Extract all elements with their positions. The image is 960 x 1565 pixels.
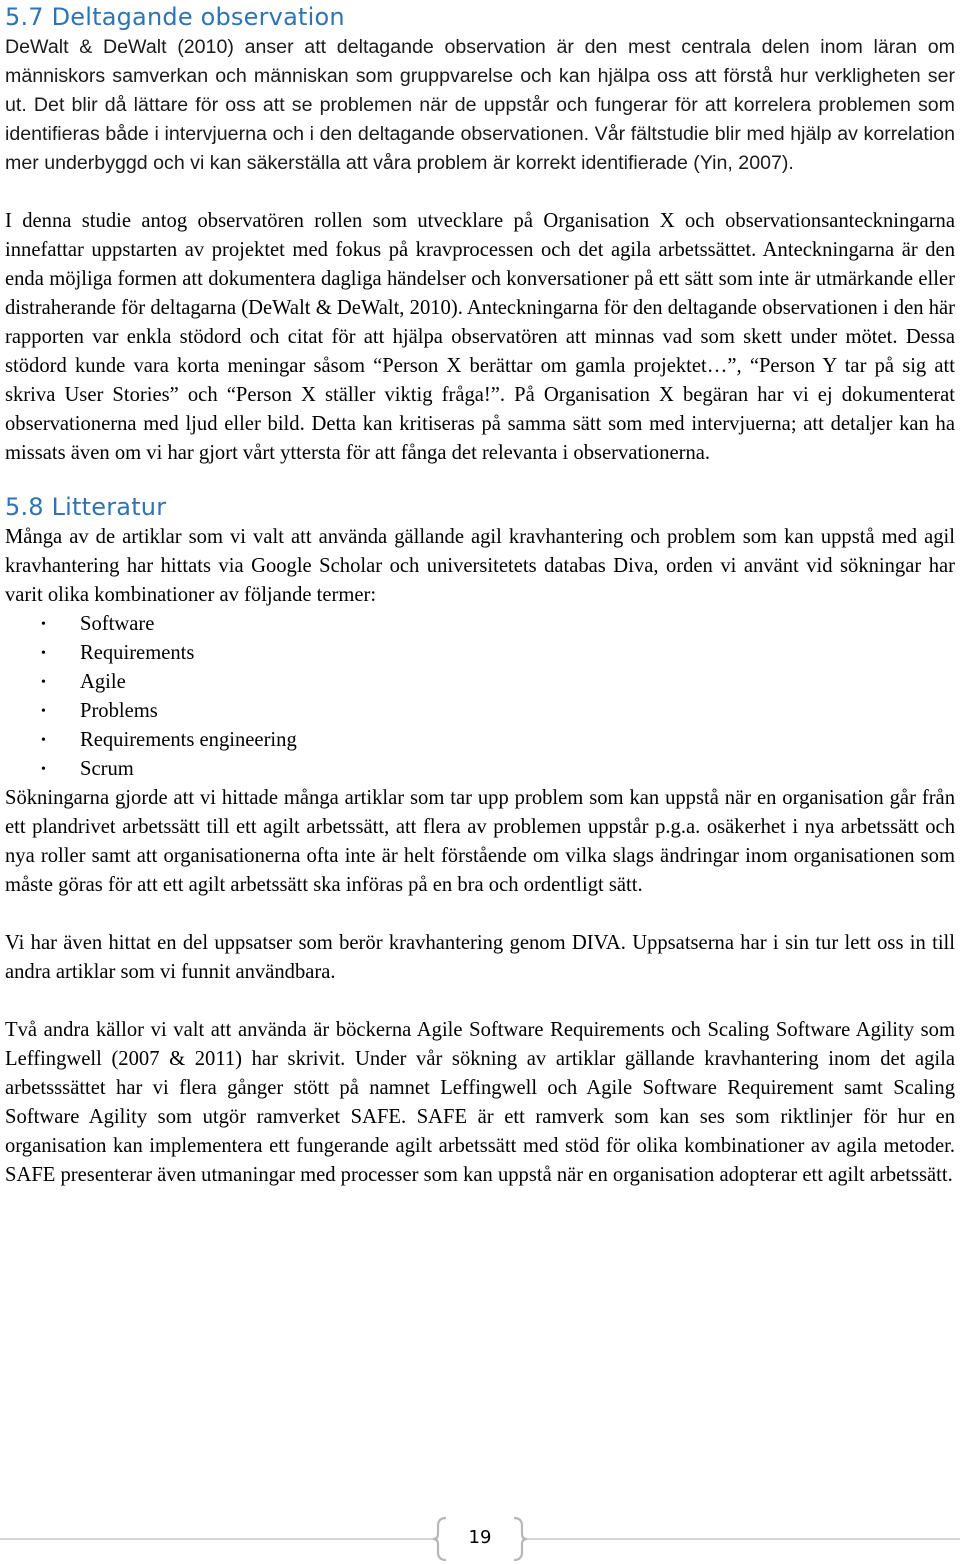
bullet-icon: •	[41, 646, 46, 661]
list-item-label: Agile	[80, 671, 126, 693]
list-item-label: Requirements	[80, 642, 195, 664]
list-item-label: Software	[80, 613, 155, 635]
paragraph-search-results: Sökningarna gjorde att vi hittade många artiklar som tar upp problem som kan uppstå när en organisation går från ett plandrivet arbetssätt till ett agilt arbetssätt, att flera av problemen uppstår p.g.a. osäkerhet i nya arbetssätt och nya roller samt att organisationerna ofta inte är helt förstående om vilka slags ändringar inom organisationen som måste göras för att ett agilt arbetssätt ska införas på en bra och ordentligt sätt.	[5, 787, 955, 896]
section-heading-5-8: 5.8 Litteratur	[5, 493, 167, 521]
page-footer	[0, 1516, 960, 1562]
list-item-label: Problems	[80, 700, 158, 722]
list-item	[5, 610, 955, 639]
paragraph-observation-intro: DeWalt & DeWalt (2010) anser att deltagande observation är den mest centrala delen inom läran om människors samverkan och människan som gruppvarelse och kan hjälpa oss att förstå hur verkligheten ser ut. Det blir då lättare för oss att se problemen när de uppstår och fungerar för att korrelera problemen som identifieras både i intervjuerna och i den deltagande observationen. Vår fältstudie blir med hjälp av korrelation mer underbyggd och vi kan säkerställa att våra problem är korrekt identifierade (Yin, 2007).	[5, 36, 955, 174]
paragraph-observation-method: I denna studie antog observatören rollen som utvecklare på Organisation X och observationsanteckningarna innefattar uppstarten av projektet med fokus på kravprocessen och det agila arbetssättet. Anteckningarna är den enda möjliga formen att dokumentera dagliga händelser och konversationer på ett sätt som inte är utmärkande eller distraherande för deltagarna (DeWalt & DeWalt, 2010). Anteckningarna för den deltagande observationen i den här rapporten var enkla stödord och citat för att hjälpa observatören att minnas vad som skett under mötet. Dessa stödord kunde vara korta meningar såsom “Person X berättar om gamla projektet…”, “Person Y tar på sig att skriva User Stories” och “Person X ställer viktig fråga!”. På Organisation X begäran har vi ej dokumenterat observationerna med ljud eller bild. Detta kan kritiseras på samma sätt som med intervjuerna; att detaljer kan ha missats även om vi har gjort vårt yttersta för att fånga det relevanta i observationerna.	[5, 210, 955, 464]
paragraph-leffingwell-books: Två andra källor vi valt att använda är böckerna Agile Software Requirements och Scaling Software Agility som Leffingwell (2007 & 2011) har skrivit. Under vår sökning av artiklar gällande kravhantering inom det agila arbetsssättet har vi flera gånger stött på namnet Leffingwell och Agile Software Requirement samt Scaling Software Agility som utgör ramverket SAFE. SAFE är ett ramverk som kan ses som riktlinjer för hur en organisation kan implementera ett fungerande agilt arbetssätt med stöd för olika kombinationer av agila metoder. SAFE presenterar även utmaningar med processer som kan uppstå när en organisation adopterar ett agilt arbetssätt.	[5, 1019, 955, 1186]
document-page	[5, 0, 955, 1190]
bullet-icon: •	[41, 733, 46, 748]
paragraph-diva-theses: Vi har även hittat en del uppsatser som berör kravhantering genom DIVA. Uppsatserna har i sin tur lett oss in till andra artiklar som vi funnit användbara.	[5, 932, 955, 983]
list-item	[5, 726, 955, 755]
list-item	[5, 697, 955, 726]
list-item-label: Scrum	[80, 758, 134, 780]
list-item	[5, 639, 955, 668]
list-item	[5, 755, 955, 784]
bullet-icon: •	[41, 704, 46, 719]
bullet-icon: •	[41, 675, 46, 690]
search-terms-list	[5, 610, 955, 784]
bullet-icon: •	[41, 617, 46, 632]
list-item	[5, 668, 955, 697]
page-number: 19	[468, 1527, 492, 1548]
paragraph-literature-intro: Många av de artiklar som vi valt att använda gällande agil kravhantering och problem som kan uppstå med agil kravhantering har hittats via Google Scholar och universitetets databas Diva, orden vi använt vid sökningar har varit olika kombinationer av följande termer:	[5, 526, 955, 606]
bullet-icon: •	[41, 762, 46, 777]
section-heading-5-7: 5.7 Deltagande observation	[5, 3, 345, 31]
list-item-label: Requirements engineering	[80, 729, 297, 751]
